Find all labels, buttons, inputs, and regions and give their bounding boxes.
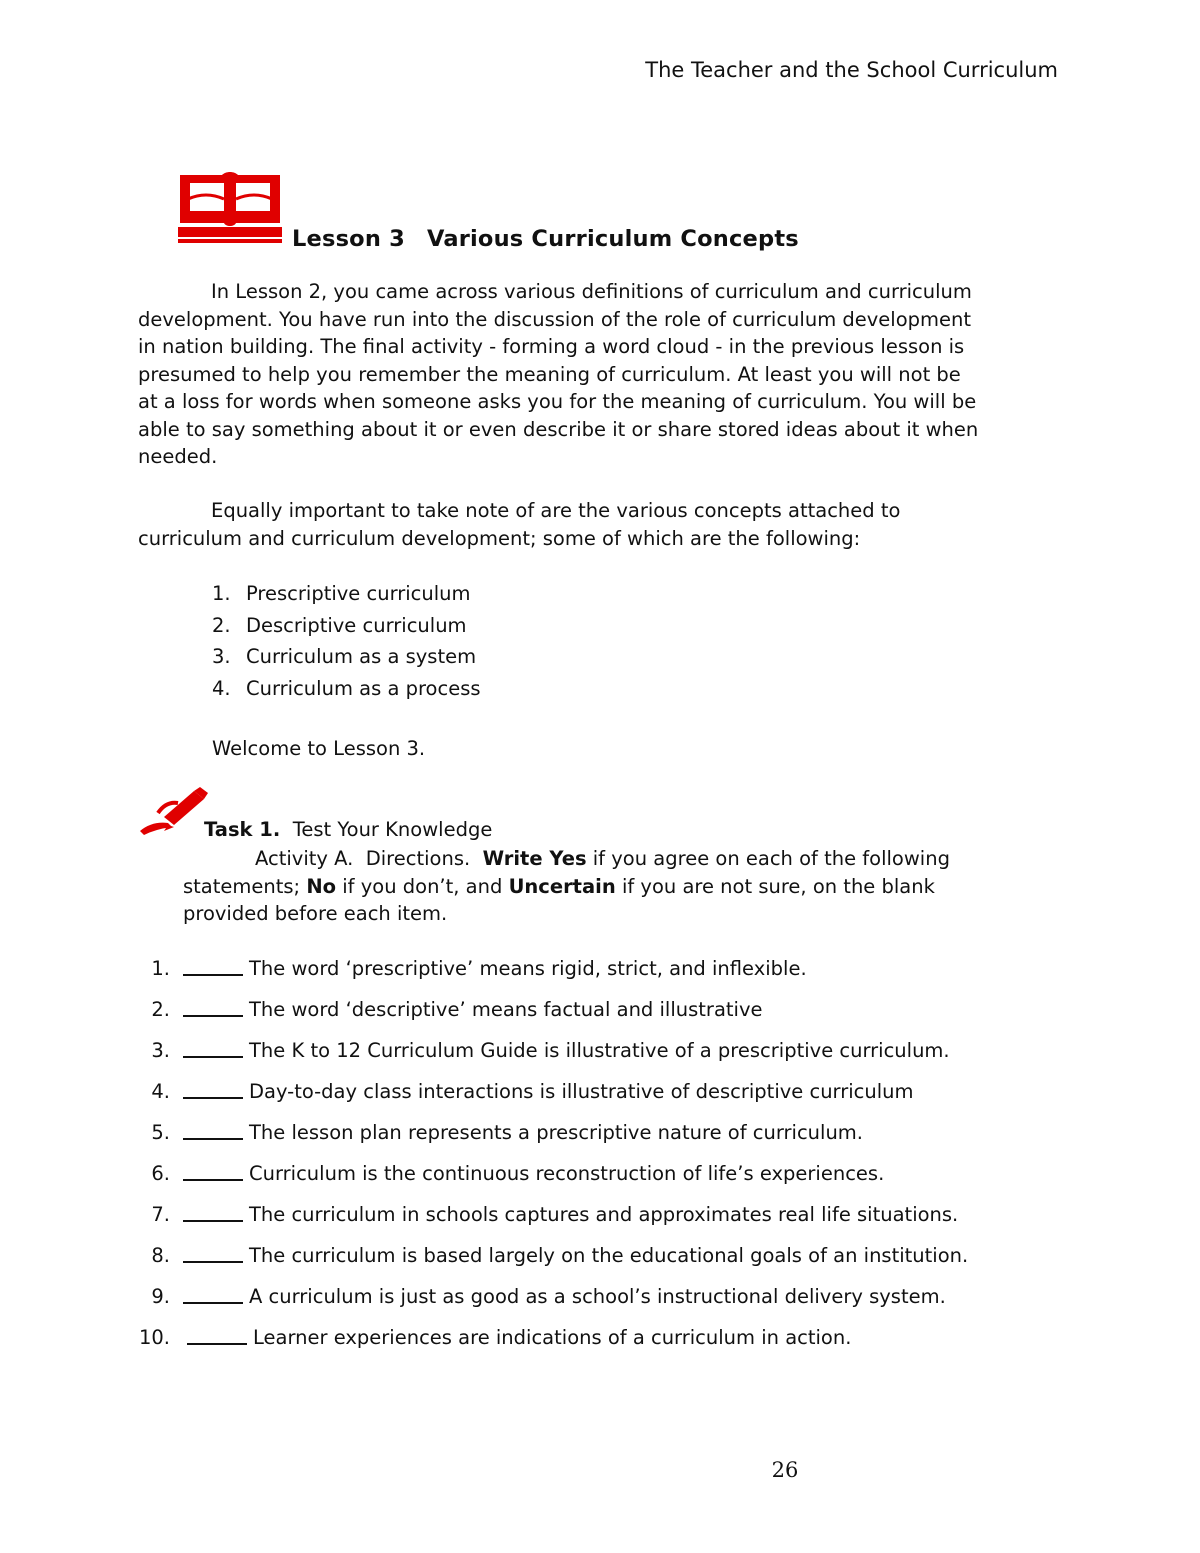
- list-number: 1.: [212, 582, 231, 605]
- intro-line: at a loss for words when someone asks you for the meaning of curriculum. You will be: [138, 390, 977, 413]
- task-heading: [204, 818, 492, 841]
- answer-blank[interactable]: [183, 1201, 243, 1222]
- list-item: [212, 578, 481, 610]
- item-number: 4.: [151, 1080, 170, 1103]
- statement-item: [130, 996, 968, 1037]
- statement-item: [130, 955, 968, 996]
- item-number: 2.: [151, 998, 170, 1021]
- intro-line: in nation building. The final activity - forming a word cloud - in the previous lesson is: [138, 335, 965, 358]
- statement-item: [130, 1201, 968, 1242]
- directions-text: statements;: [183, 874, 301, 898]
- list-text: Prescriptive curriculum: [246, 582, 471, 605]
- intro-line: needed.: [138, 445, 218, 468]
- statement-item: [130, 1078, 968, 1119]
- directions-line: provided before each item.: [183, 902, 448, 925]
- intro-line: able to say something about it or even describe it or share stored ideas about it when: [138, 417, 979, 441]
- answer-blank[interactable]: [183, 1037, 243, 1058]
- uncertain-emphasis: Uncertain: [508, 874, 616, 898]
- lesson-name: Various Curriculum Concepts: [426, 226, 799, 252]
- concepts-intro-paragraph: [138, 497, 1058, 552]
- item-number: 5.: [151, 1121, 170, 1144]
- answer-blank[interactable]: [183, 996, 243, 1017]
- item-number: 8.: [151, 1244, 170, 1267]
- item-number: 10.: [138, 1326, 170, 1349]
- list-number: 2.: [212, 613, 231, 637]
- concepts-intro-line: curriculum and curriculum development; some of which are the following:: [138, 526, 861, 550]
- directions-text: if you are not sure, on the blank: [621, 874, 935, 898]
- intro-line: In Lesson 2, you came across various definitions of curriculum and curriculum: [211, 280, 972, 303]
- directions-text: if you don’t, and: [342, 874, 503, 898]
- task-title: Test Your Knowledge: [292, 818, 493, 841]
- list-text: Curriculum as a system: [246, 645, 477, 668]
- item-text: Day-to-day class interactions is illustrative of descriptive curriculum: [249, 1080, 914, 1103]
- item-text: The lesson plan represents a prescriptive nature of curriculum.: [249, 1121, 863, 1144]
- item-text: Learner experiences are indications of a curriculum in action.: [253, 1326, 852, 1349]
- item-number: 9.: [151, 1285, 170, 1308]
- answer-blank[interactable]: [187, 1324, 247, 1345]
- item-text: The word ‘prescriptive’ means rigid, strict, and inflexible.: [249, 957, 807, 980]
- activity-label: Activity A.: [255, 847, 354, 870]
- directions-label: Directions.: [365, 847, 471, 870]
- write-yes-emphasis: Write Yes: [482, 847, 587, 870]
- item-number: 3.: [151, 1039, 170, 1062]
- item-text: The curriculum in schools captures and approximates real life situations.: [249, 1203, 959, 1226]
- item-text: A curriculum is just as good as a school’s instructional delivery system.: [249, 1285, 946, 1308]
- list-text: Descriptive curriculum: [246, 613, 467, 637]
- list-number: 3.: [212, 645, 231, 668]
- statement-item: [130, 1037, 968, 1078]
- list-item: [212, 610, 481, 642]
- answer-blank[interactable]: [183, 1078, 243, 1099]
- directions: [183, 845, 1023, 928]
- item-text: The curriculum is based largely on the educational goals of an institution.: [249, 1244, 969, 1267]
- concepts-list: [212, 578, 481, 704]
- no-emphasis: No: [306, 874, 337, 898]
- item-text: Curriculum is the continuous reconstruction of life’s experiences.: [249, 1162, 885, 1185]
- lesson-title: [292, 226, 799, 252]
- directions-line: [183, 845, 1023, 873]
- intro-line: presumed to help you remember the meaning of curriculum. At least you will not be: [138, 362, 961, 386]
- task-label: Task 1: [204, 818, 273, 841]
- answer-blank[interactable]: [183, 1160, 243, 1181]
- answer-blank[interactable]: [183, 955, 243, 976]
- item-number: 6.: [151, 1162, 170, 1185]
- item-number: 7.: [151, 1203, 170, 1226]
- concepts-intro-line: Equally important to take note of are the various concepts attached to: [211, 499, 901, 522]
- list-item: [212, 641, 481, 673]
- statement-item: [130, 1242, 968, 1283]
- book-icon: [178, 165, 282, 243]
- item-text: The word ‘descriptive’ means factual and illustrative: [249, 998, 763, 1021]
- list-number: 4.: [212, 676, 231, 700]
- statement-list: [130, 955, 968, 1365]
- statement-item: [130, 1119, 968, 1160]
- list-item: [212, 673, 481, 705]
- answer-blank[interactable]: [183, 1283, 243, 1304]
- intro-paragraph: [138, 278, 1058, 471]
- page-number: 26: [771, 1458, 799, 1482]
- statement-item: [130, 1283, 968, 1324]
- lesson-label: Lesson 3: [292, 226, 405, 252]
- answer-blank[interactable]: [183, 1119, 243, 1140]
- directions-text: if you agree on each of the following: [592, 847, 950, 870]
- welcome-text: Welcome to Lesson 3.: [212, 737, 426, 760]
- item-text: The K to 12 Curriculum Guide is illustrative of a prescriptive curriculum.: [249, 1039, 950, 1062]
- running-header: The Teacher and the School Curriculum: [645, 58, 1058, 82]
- directions-line: [183, 873, 1023, 901]
- statement-item: [130, 1324, 968, 1365]
- item-number: 1.: [151, 957, 170, 980]
- answer-blank[interactable]: [183, 1242, 243, 1263]
- statement-item: [130, 1160, 968, 1201]
- task-label-period: .: [272, 818, 281, 841]
- pen-writing-icon: [138, 787, 210, 837]
- list-text: Curriculum as a process: [246, 676, 481, 700]
- intro-line: development. You have run into the discussion of the role of curriculum development: [138, 307, 972, 331]
